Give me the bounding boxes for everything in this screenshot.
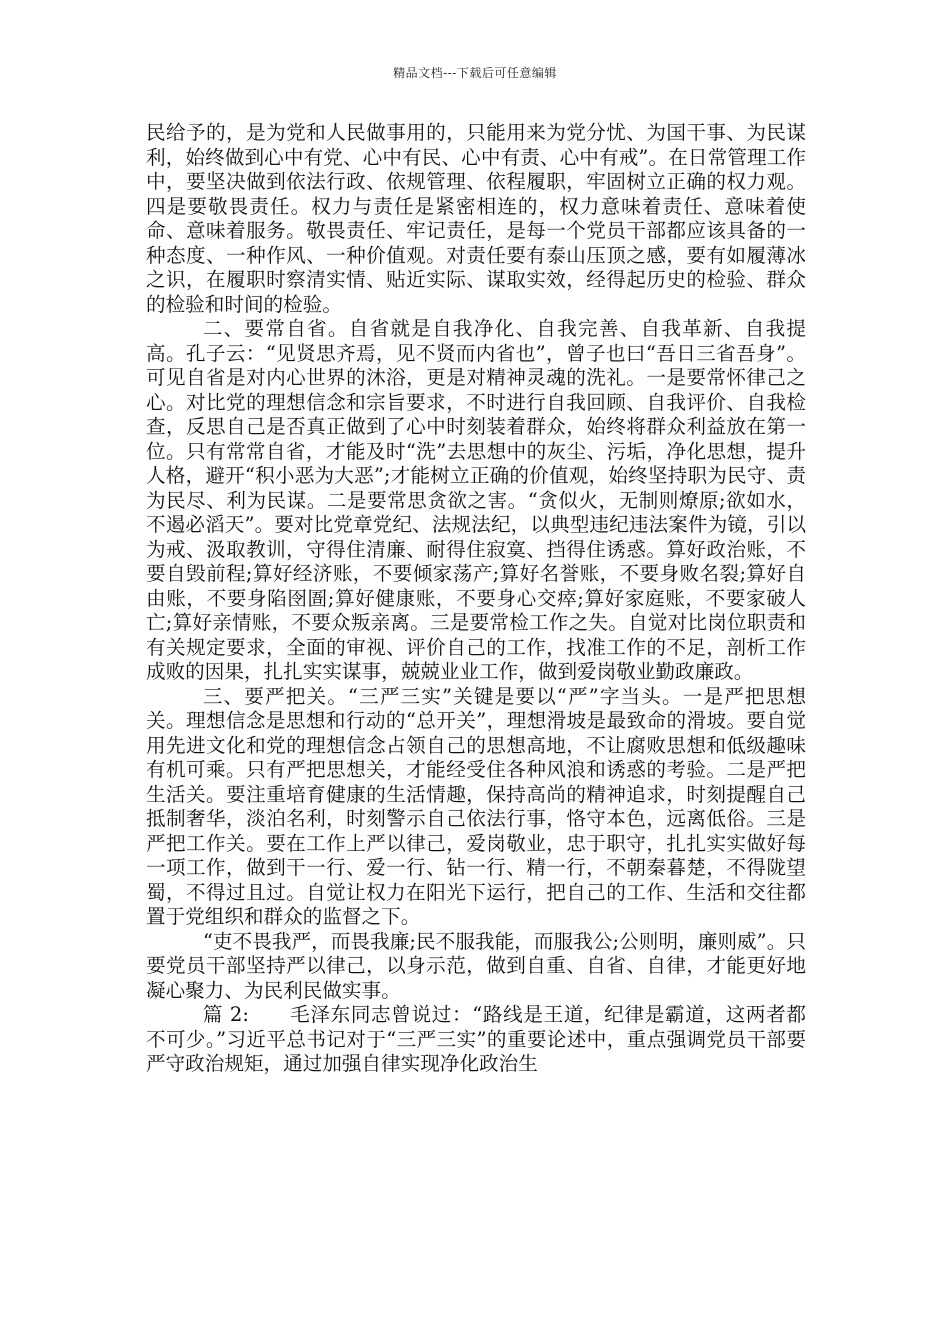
page-header: 精品文档---下载后可任意编辑 (393, 66, 557, 80)
document-body (146, 121, 806, 1077)
paragraph-quote: “吏不畏我严，而畏我廉;民不服我能，而服我公;公则明，廉则威”。只要党员干部坚持严以律己，以身示范，做到自重、自省、自律，才能更好地凝心聚力、为民利民做实事。 (146, 929, 806, 1002)
paragraph-section-3: 三、要严把关。“三严三实”关键是要以“严”字当头。一是严把思想关。理想信念是思想和行动的“总开关”，理想滑坡是最致命的滑坡。要自觉用先进文化和党的理想信念占领自己的思想高地，不让腐败思想和低级趣味有机可乘。只有严把思想关，才能经受住各种风浪和诱惑的考验。二是严把生活关。要注重培育健康的生活情趣，保持高尚的精神追求，时刻提醒自己抵制奢华，淡泊名利，时刻警示自己依法行事，恪守本色，远离低俗。三是严把工作关。要在工作上严以律己，爱岗敬业，忠于职守，扎扎实实做好每一项工作，做到干一行、爱一行、钻一行、精一行，不朝秦暮楚，不得陇望蜀，不得过且过。自觉让权力在阳光下运行，把自己的工作、生活和交往都置于党组织和群众的监督之下。 (146, 684, 806, 928)
paragraph-continued: 民给予的，是为党和人民做事用的，只能用来为党分忧、为国干事、为民谋利，始终做到心中有党、心中有民、心中有责、心中有戒”。在日常管理工作中，要坚决做到依法行政、依规管理、依程履职，牢固树立正确的权力观。四是要敬畏责任。权力与责任是紧密相连的，权力意味着责任、意味着使命、意味着服务。敬畏责任、牢记责任，是每一个党员干部都应该具备的一种态度、一种作风、一种价值观。对责任要有泰山压顶之感，要有如履薄冰之识，在履职时察清实情、贴近实际、谋取实效，经得起历史的检验、群众的检验和时间的检验。 (146, 121, 806, 316)
paragraph-section-2: 二、要常自省。自省就是自我净化、自我完善、自我革新、自我提高。孔子云：“见贤思齐焉，见不贤而内省也”，曾子也曰“吾日三省吾身”。可见自省是对内心世界的沐浴，更是对精神灵魂的洗礼。一是要常怀律己之心。对比党的理想信念和宗旨要求，不时进行自我回顾、自我评价、自我检查，反思自己是否真正做到了心中时刻装着群众，始终将群众利益放在第一位。只有常常自省，才能及时“洗”去思想中的灰尘、污垢，净化思想，提升人格，避开“积小恶为大恶”;才能树立正确的价值观，始终坚持职为民守、责为民尽、利为民谋。二是要常思贪欲之害。“贪似火，无制则燎原;欲如水，不遏必滔天”。要对比党章党纪、法规法纪，以典型违纪违法案件为镜，引以为戒、汲取教训，守得住清廉、耐得住寂寞、挡得住诱惑。算好政治账，不要自毁前程;算好经济账，不要倾家荡产;算好名誉账，不要身败名裂;算好自由账，不要身陷囹圄;算好健康账，不要身心交瘁;算好家庭账，不要家破人亡;算好亲情账，不要众叛亲离。三是要常检工作之失。自觉对比岗位职责和有关规定要求，全面的审视、评价自己的工作，找准工作的不足，剖析工作成败的因果，扎扎实实谋事，兢兢业业工作，做到爱岗敬业勤政廉政。 (146, 317, 806, 683)
paragraph-article-2: 篇 2: 毛泽东同志曾说过：“路线是王道，纪律是霸道，这两者都不可少。”习近平总书记对于“三严三实”的重要论述中，重点强调党员干部要严守政治规矩，通过加强自律实现净化政治生 (146, 1003, 806, 1075)
